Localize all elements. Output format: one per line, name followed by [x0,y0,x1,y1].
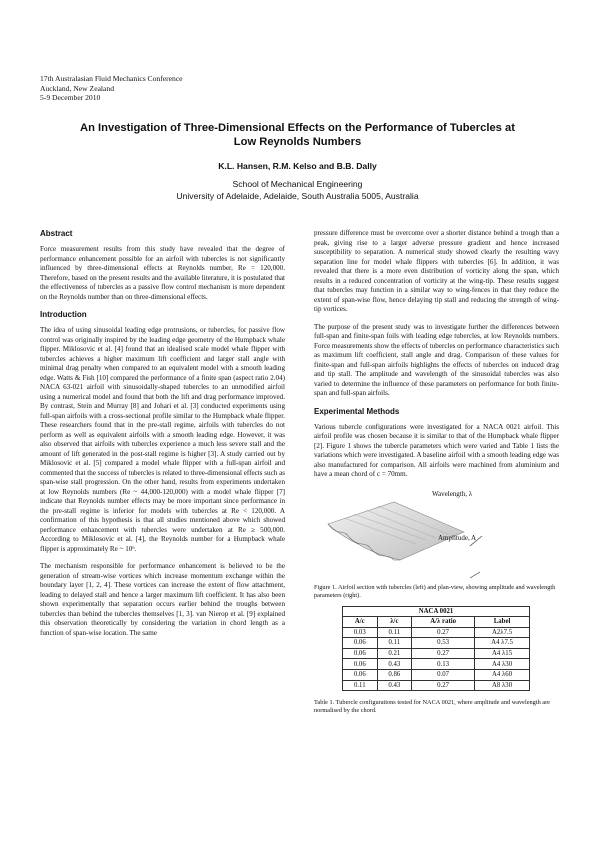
airfoil-tubercle-illustration [314,488,559,580]
amplitude-label: Amplitude, A [438,533,477,542]
left-column [40,229,285,646]
abstract-heading: Abstract [40,229,73,238]
conference-date: 5-9 December 2010 [40,93,101,103]
right-column [314,229,559,715]
paper-affiliation: School of Mechanical Engineering University of Adelaide, Adelaide, South Australia 5005, Australia [176,179,419,201]
abstract-text: Force measurement results from this study have revealed that the degree of performance enhancement possible for an airfoil with tubercles is not significantly influenced by three-dimensional effects at Reynolds number, Re = 120,000. Therefore, based on the present results and the available literature, it is postulated that the effectiveness of tubercles as a passive flow control mechanism is more dependent on the Reynolds number than on three-dimensional effects. [40,245,285,301]
table-1 [342,606,530,692]
table-row: 0.11 0.43 0.27 A8 λ30 [343,680,530,691]
table-title: NACA 0021 [343,606,530,617]
wavelength-label: Wavelength, λ [432,489,473,498]
table-header: Label [475,617,530,628]
paper-authors: K.L. Hansen, R.M. Kelso and B.B. Dally [218,161,377,171]
figure-1-caption: Figure 1. Airfoil section with tubercles (left) and plan-view, showing amplitude and wavelength parameters (right). [314,583,556,599]
methods-paragraph-1: Various tubercle configurations were investigated for a NACA 0021 airfoil. This airfoil profile was chosen because it is similar to that of the Humpback whale flipper [2]. Figure 1 shows the tubercle parameters which were varied and Table 1 lists the variations which were investigated. A baseline airfoil with a smooth leading edge was also manufactured for comparison. All airfoils were machined from aluminium and have a mean chord of c = 70mm. [314,422,559,478]
table-row: 0.03 0.11 0.27 A2λ7.5 [343,627,530,638]
table-header: A/c [343,617,378,628]
table-header: A/λ ratio [412,617,475,628]
conference-location: Auckland, New Zealand [40,83,115,93]
table-row: 0.06 0.21 0.27 A4 λ15 [343,648,530,659]
methods-heading: Experimental Methods [314,406,400,416]
intro-paragraph-4: The purpose of the present study was to investigate further the differences between full-span and finite-span foils with leading edge tubercles, at low Reynolds numbers. Force measurements show the effects of tubercles on performance characteristics such as maximum lift coefficient, stall angle and drag. Comparison of these values for finite-span and full-span airfoils highlights the effects of tubercles on induced drag and tip stall. The amplitude and wavelength of the sinusoidal tubercles was also varied to determine the influence of these parameters on performance for both finite-span and full-span airfoils. [314,322,559,397]
table-1-caption: Table 1. Tubercle configurations tested for NACA 0021, where amplitude and wavelength are normalised by the chord. [314,699,550,715]
conference-name: 17th Australasian Fluid Mechanics Conference [40,74,183,83]
introduction-heading: Introduction [40,310,87,319]
table-row: 0.06 0.86 0.07 A4 λ60 [343,670,530,681]
figure-1 [314,488,559,580]
paper-title: An Investigation of Three-Dimensional Effects on the Performance of Tubercles at Low Reynolds Numbers [80,122,515,148]
table-row: 0.06 0.11 0.53 A4 λ7.5 [343,638,530,649]
intro-paragraph-3: pressure difference must be overcome over a shorter distance behind a trough than a peak, giving rise to a larger adverse pressure gradient and hence increased susceptibility to separation. A numerical study showed clearly the resulting wavy separation line for model whale flippers with tubercles [6]. In addition, it was revealed that there is a more even distribution of vorticity along the span, which results in a reduced concentration of vorticity at the wing-tip. These results suggest that tubercles may function in a similar way to wing-fences in that they reduce the extent of span-wise flow, hence delaying tip stall and reducing the strength of wing-tip vortices. [314,229,559,313]
intro-paragraph-2: The mechanism responsible for performance enhancement is believed to be the generation of stream-wise vortices which increase momentum exchange within the boundary layer [1, 2, 4]. These vortices can increase the extent of flow attachment, leading to delayed stall and hence a larger maximum lift coefficient. It has also been shown experimentally that separation occurs earlier behind the troughs between tubercles than behind the tubercles themselves [1, 3]. van Nierop et al. [9] explained this observation theoretically by considering the variation in chord length as a function of span-wise location. The same [40,562,285,637]
conference-info [40,74,183,103]
intro-paragraph-1: The idea of using sinusoidal leading edge protrusions, or tubercles, for passive flow control was originally inspired by the leading edge geometry of the Humpback whale flipper. Miklosovic et al. [4] found that an idealised scale model whale flipper with tubercles achieves a higher maximum lift coefficient and larger stall angle with minimal drag penalty when compared to an equivalent model with a smooth leading edge. Watts & Fish [10] compared the performance of a finite span (aspect ratio 2.04) NACA 63-021 airfoil with sinusoidally-shaped tubercles to an unmodified airfoil using a numerical model and found that both the lift and drag performance improved. By contrast, Stein and Murray [8] and Johari et al. [3] conducted experiments using full-span airfoils with a cross-sectional profile similar to the Humpback whale flipper. These researchers found that in the pre-stall regime, airfoils with tubercles do not perform as well as equivalent airfoils with a smooth leading edge. However, it was also observed that airfoils with tubercles experience a much less severe stall and the amount of lift generated in the post-stall regime is higher [3]. A study carried out by Miklosovic et al. [5] compared a model whale flipper with a full-span airfoil and commented that the success of tubercles is related to three-dimensional effects such as span-wise stall progression. On the other hand, results from experiments undertaken at low Reynolds numbers (Re ~ 44,000-120,000) with a model whale flipper [7] indicate that Reynolds number effects may be more important since performance in the pre-stall regime is inferior for models with tubercles at Re < 120,000. A confirmation of this hypothesis is that all studies mentioned above which showed performance enhancement with tubercles were undertaken at Re ≥ 500,000. According to Miklosovic et al. [4], the Reynolds number for a Humpback whale flipper is approximately Re ~ 10⁶. [40,326,285,553]
table-row: 0.06 0.43 0.13 A4 λ30 [343,659,530,670]
table-header: λ/c [377,617,412,628]
